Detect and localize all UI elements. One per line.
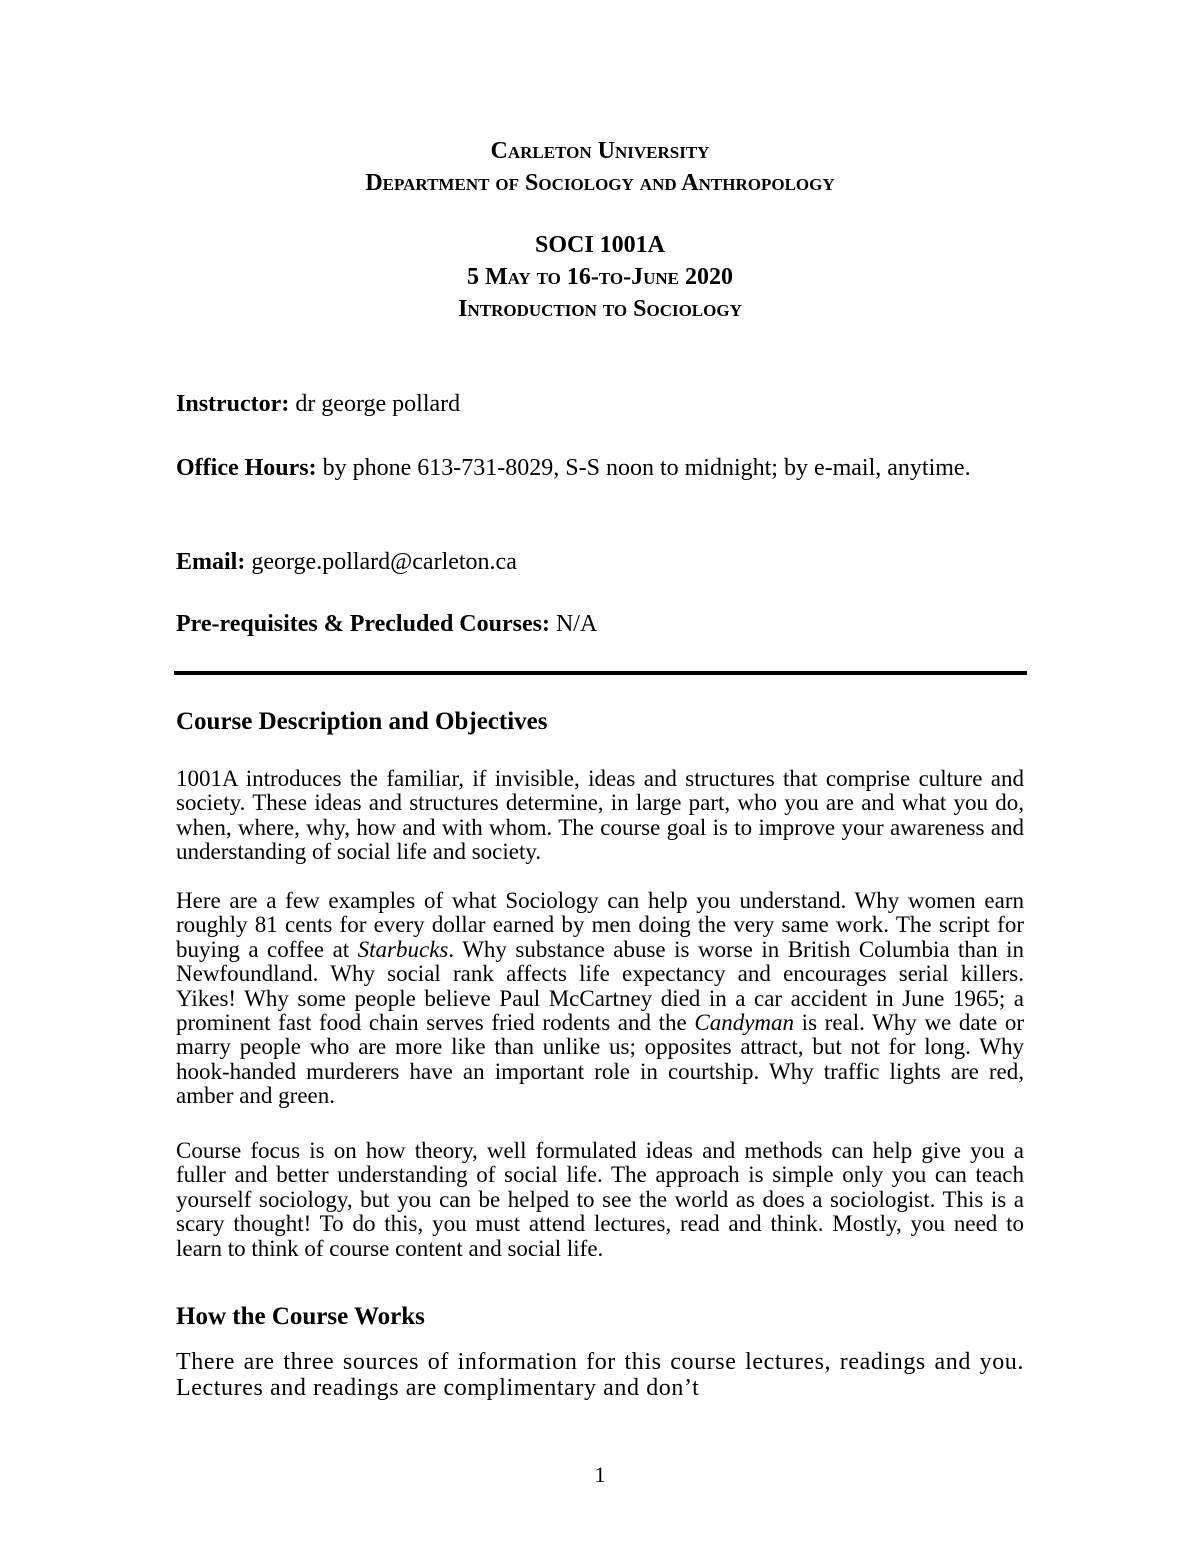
university-name: Carleton University xyxy=(490,138,710,164)
description-p2-text-2: . Why substance abuse is worse in British Columbia than in Newfoundland. Why social rank affects life expectancy and encourages serial killers. Yikes! Why some people believe Paul McCartney died in a car accident in June 1965; a prominent fast food chain serves fried rodents and the xyxy=(176,936,1024,1036)
starbucks-term: Starbucks xyxy=(357,936,449,962)
description-paragraph-2 xyxy=(176,889,1024,1109)
instructor-label: Instructor: xyxy=(176,391,290,417)
department-name: Department of Sociology and Anthropology xyxy=(365,170,835,196)
page-number: 1 xyxy=(594,1462,606,1487)
description-p2-text-1: Here are a few examples of what Sociology can help you understand. Why women earn roughly 81 cents for every dollar earned by men doing the very same work. The script for buying a coffee at xyxy=(176,888,1024,962)
course-dates: 5 May to 16-to-June 2020 xyxy=(466,264,734,290)
section-divider xyxy=(174,671,1027,675)
prerequisites-label: Pre-requisites & Precluded Courses: xyxy=(176,611,550,637)
course-code: SOCI 1001A xyxy=(534,232,666,258)
candyman-term: Candyman xyxy=(694,1010,795,1036)
office-hours-label: Office Hours: xyxy=(176,455,317,481)
description-paragraph-1: 1001A introduces the familiar, if invisible, ideas and structures that comprise culture and society. These ideas and structures determine, in large part, who you are and what you do, when, where, why, how and with whom. The course goal is to improve your awareness and understanding of social life and society. xyxy=(176,766,1024,865)
email-line xyxy=(176,547,1026,577)
course-description-heading: Course Description and Objectives xyxy=(176,708,548,735)
description-p2-text-3: is real. Why we date or marry people who are more like than unlike us; opposites attract, but not for long. Why hook-handed murderers have an important role in courtship. Why traffic lights are red, amber and green. xyxy=(176,1010,1025,1109)
how-course-works-heading: How the Course Works xyxy=(176,1303,425,1330)
instructor-line xyxy=(176,389,1026,419)
office-hours-line xyxy=(176,453,1026,483)
office-hours-value: by phone 613-731-8029, S-S noon to midnight; by e-mail, anytime. xyxy=(316,455,971,481)
email-value: george.pollard@carleton.ca xyxy=(245,549,517,575)
email-label: Email: xyxy=(176,549,246,575)
description-paragraph-3: Course focus is on how theory, well formulated ideas and methods can help give you a fuller and better understanding of social life. The approach is simple only you can teach yourself sociology, but you can be helped to see the world as does a sociologist. This is a scary thought! To do this, you must attend lectures, read and think. Mostly, you need to learn to think of course content and social life. xyxy=(176,1138,1024,1261)
prerequisites-value: N/A xyxy=(549,611,598,637)
prerequisites-line xyxy=(176,609,1026,639)
how-course-works-paragraph: There are three sources of information for this course lectures, readings and you. Lectures and readings are complimentary and don’t xyxy=(176,1349,1024,1401)
course-title: Introduction to Sociology xyxy=(458,296,742,322)
instructor-value: dr george pollard xyxy=(289,391,461,417)
